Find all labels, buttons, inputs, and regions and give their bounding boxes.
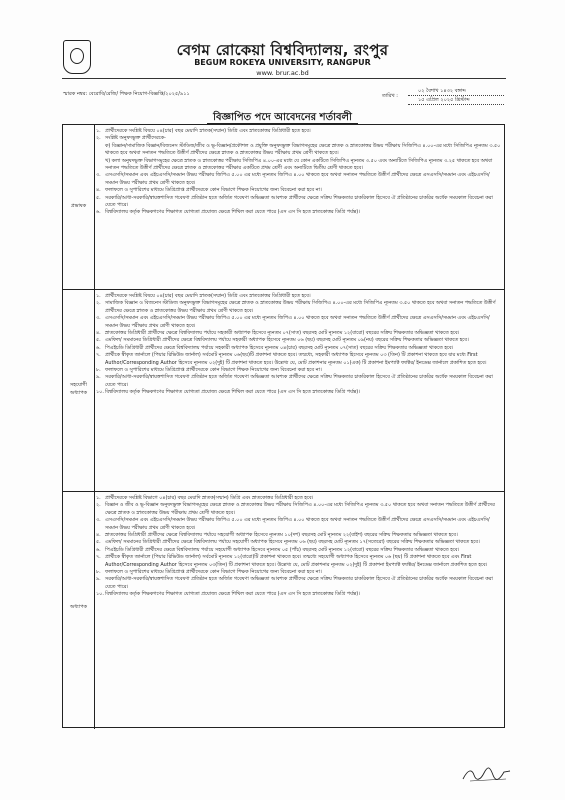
condition-number: ২. [96, 135, 101, 142]
condition-number: ৮. [96, 367, 101, 374]
condition-number: ৭. [96, 352, 101, 359]
condition-text: প্রার্থীকে স্বীকৃত জার্নালে (পিয়ার রিভিউড জার্নাল) সর্বমোট ন্যূনতম ১২(বারো)টি প্রকাশনা থাকতে হবে। তন্মধ্যে সহযোগী অধ্যাপক হিসেবে ন্যূনতম ০৬ (ছয়) টি প্রকাশনা থাকতে হবে এবং First Author/Corresponding Author হিসেবে ন্যূনতম ০৩(তিন) টি প্রকাশনা থাকতে হবে। উল্লেখ্য যে, মোট প্রকাশনার ন্যূনতম ০২(দুই) টি প্রকাশনা ইমপ্যাক্ট ফ্যাক্টর/ ইনডেক্স জার্নালে প্রকাশিত হতে হবে। [105, 554, 488, 568]
condition-text: এসএসসি/সমমান এবং এইচএসসি/সমমান উভয় পরীক্ষায় জিপিএ ৫.০০ এর মধ্যে ন্যূনতম জিপিএ ৪.০০ থাকতে হবে অথবা সনাতন পদ্ধতিতে উত্তীর্ণ প্রার্থীদের ক্ষেত্রে এসএসসি/সমমান এবং এইচএসসি/সমমান উভয় পরীক্ষায় প্রথম শ্রেণী থাকতে হবে। [105, 172, 490, 186]
section-label-text: প্রভাষক [70, 203, 87, 209]
condition-text: ফলাফলে ও সুপারিশের মাধ্যমে ডিগ্রিপ্রাপ্ত প্রার্থীদেরকে কোন বিভাগে শিক্ষক নিয়োগের জন্য বিবেচনা করা হবে না। [105, 367, 322, 374]
condition-text: ফলাফলে ও সুপারিশের মাধ্যমে ডিগ্রিপ্রাপ্ত প্রার্থীদেরকে কোন বিভাগে শিক্ষক নিয়োগের জন্য বিবেচনা করা হবে না। [105, 187, 322, 194]
condition-item [96, 352, 501, 367]
condition-item [96, 195, 501, 210]
conditions-list [96, 293, 501, 397]
condition-item [96, 374, 501, 389]
signature-icon [460, 763, 514, 785]
condition-number: ১. [96, 495, 101, 501]
condition-text: ফলাফলে ও সুপারিশের মাধ্যমে ডিগ্রিপ্রাপ্ত প্রার্থীদেরকে কোন বিভাগে শিক্ষক নিয়োগের জন্য বিবেচনা করা হবে না। [105, 569, 322, 576]
condition-item [96, 389, 501, 396]
condition-number: ৭. [96, 554, 101, 561]
condition-text: ক) বিজ্ঞান/সামাজিক বিজ্ঞান/বিজনেস স্টাডিজ/জীব ও ভূ-বিজ্ঞান/প্রকৌশল ও প্রযুক্তি অনুষদভুক্ত বিভাগসমূহের ক্ষেত্রে স্নাতক ও স্নাতকোত্তর উভয় পরীক্ষায় সিজিপিএ ৪.০০-এর মধ্যে সিজিপিএ ন্যূনতম ৩.৫০ থাকতে হবে অথবা সনাতন পদ্ধতিতে উত্তীর্ণ প্রার্থীদের ক্ষেত্রে স্নাতক ও স্নাতকোত্তর উভয় পরীক্ষায় প্রথম শ্রেণী থাকতে হবে। [105, 142, 501, 157]
condition-text: স্নাতকোত্তর ডিগ্রিধারী প্রার্থীদের ক্ষেত্রে বিশ্ববিদ্যালয় পর্যায়ে সহযোগী অধ্যাপক হিসেবে ন্যূনতম ১০(দশ) বছরসহ মোট ন্যূনতম ২২(বাইশ) বছরের সক্রিয় শিক্ষকতার অভিজ্ঞতা থাকতে হবে। [105, 532, 458, 539]
condition-item [96, 502, 501, 517]
condition-number: ৪. [96, 187, 101, 194]
page-title-text: বিজ্ঞাপিত পদে আবেদনের শর্তাবলী [207, 112, 358, 124]
condition-item [96, 576, 501, 591]
condition-number: ৯. [96, 576, 101, 583]
condition-item [96, 300, 501, 315]
condition-number: ৩. [96, 172, 101, 179]
section-associate-professor [63, 290, 504, 492]
section-label [63, 290, 95, 491]
condition-text: সংশ্লিষ্ট অনুষদভুক্ত প্রার্থীদেরকে- [105, 135, 166, 142]
date-label: তারিখ : [382, 93, 398, 99]
condition-item [96, 172, 501, 187]
condition-text: সরকারি/আধা-সরকারি/স্বায়ত্তশাসিত গবেষণা প্রতিষ্ঠান হতে অর্জিত গবেষণা অভিজ্ঞতা আবশ্যক প্রার্থীদের ক্ষেত্রে সক্রিয় শিক্ষকতার চাকরিকাল হিসেবে ঐ প্রতিষ্ঠানের চাকরির অর্ধেক সময়কাল বিবেচনা করা যেতে পারে। [105, 194, 493, 209]
condition-text: এমফিল/ সমমানের ডিগ্রিধারী প্রার্থীদের ক্ষেত্রে বিশ্ববিদ্যালয় পর্যায়ে সহকারী অধ্যাপক হিসেবে ন্যূনতম ০৬ (ছয়) বছরসহ মোট ন্যূনতম ০৯(নয়) বছরের সক্রিয় শিক্ষকতার অভিজ্ঞতা থাকতে হবে। [105, 337, 469, 344]
condition-number [96, 158, 105, 173]
condition-text: সরকারি/আধা-সরকারি/স্বায়ত্তশাসিত গবেষণা প্রতিষ্ঠান হতে অর্জিত গবেষণা অভিজ্ঞতা আবশ্যক প্রার্থীদের ক্ষেত্রে সক্রিয় শিক্ষকতার চাকরিকাল হিসেবে ঐ প্রতিষ্ঠানের চাকরির অর্ধেক সময়কাল বিবেচনা করা যেতে পারে। [105, 374, 493, 388]
section-label-text: সহযোগী [70, 382, 87, 388]
condition-text: প্রার্থীকে স্বীকৃত জার্নালে (পিয়ার রিভিউড জার্নাল) সর্বমোট ন্যূনতম ০৬(ছয়)টি প্রকাশনা থাকতে হবে। তন্মধ্যে, সহকারী অধ্যাপক হিসেবে ন্যূনতম ০৩ (তিন) টি প্রকাশনা থাকতে হবে যার মধ্যে First Author/Corresponding Author হিসেবে ন্যূনতম ০২(দুই) টি প্রকাশনা থাকতে হবে। উল্লেখ্য যে, মোট প্রকাশনার ন্যূনতম ০১(এক) টি প্রকাশনা ইমপ্যাক্ট ফ্যাক্টর/ ইনডেক্স জার্নালে প্রকাশিত হতে হবে। [105, 352, 487, 366]
condition-item [96, 517, 501, 532]
condition-item [96, 554, 501, 569]
condition-number: ৫. [96, 337, 101, 344]
university-name-bangla: বেগম রোকেয়া বিশ্ববিদ্যালয়, রংপুর [176, 41, 389, 59]
condition-text: প্রার্থীদেরকে সংশ্লিষ্ট বিষয়ে ০৪(চার) বছর মেয়াদি স্নাতক(সম্মান) ডিগ্রি এবং স্নাতকোত্তর ডিগ্রিধারী হতে হবে। [105, 128, 311, 134]
condition-number: ৬. [96, 209, 101, 216]
condition-number: ২. [96, 502, 101, 509]
condition-text: এসএসসি/সমমান এবং এইচএসসি/সমমান উভয় পরীক্ষায় জিপিএ ৫.০০ এর মধ্যে ন্যূনতম জিপিএ ৪.০০ থাকতে হবে অথবা সনাতন পদ্ধতিতে উত্তীর্ণ প্রার্থীদের ক্ষেত্রে এসএসসি/সমমান এবং এইচএসসি/সমমান উভয় পরীক্ষায় প্রথম শ্রেণী থাকতে হবে। [105, 517, 490, 531]
condition-item [96, 539, 501, 546]
condition-number: ৮. [96, 569, 101, 576]
condition-text: প্রার্থীদেরকে সংশ্লিষ্ট বিষয়ে ০৪(চার) বছর মেয়াদি স্নাতক(সম্মান) ডিগ্রি এবং স্নাতকোত্তর ডিগ্রিধারী হতে হবে। [105, 293, 311, 299]
condition-item [96, 135, 501, 142]
condition-number: ১. [96, 293, 101, 299]
condition-item [96, 187, 501, 194]
conditions-list [96, 495, 501, 599]
condition-text: সরকারি/আধা-সরকারি/স্বায়ত্তশাসিত গবেষণা প্রতিষ্ঠান হতে অর্জিত গবেষণা অভিজ্ঞতা আবশ্যক প্রার্থীদের ক্ষেত্রে সক্রিয় শিক্ষকতার চাকরিকাল হিসেবে ঐ প্রতিষ্ঠানের চাকরির অর্ধেক সময়কাল বিবেচনা করা যেতে পারে। [105, 576, 493, 590]
condition-number: ৪. [96, 532, 101, 539]
header-divider [62, 78, 506, 79]
condition-number: ৪. [96, 330, 101, 337]
section-lecturer [63, 125, 504, 290]
section-label [63, 492, 95, 729]
condition-text: প্রার্থীদেরকে সংশ্লিষ্ট বিভাগে ০৪(চার) বছর মেয়াদি স্নাতক(সম্মান) ডিগ্রি এবং স্নাতকোত্তর ডিগ্রিধারী হতে হবে। [105, 495, 314, 501]
date-underline [408, 95, 504, 96]
condition-item [96, 337, 501, 344]
condition-text: সামাজিক বিজ্ঞান ও বিজনেস স্টাডিজ অনুষদভুক্ত বিভাগসমূহের ক্ষেত্রে স্নাতক ও স্নাতকোত্তর উভয় পরীক্ষায় সিজিপিএ ৪.০০-এর মধ্যে সিজিপিএ ন্যূনতম ৩.৫০ থাকতে হবে অথবা সনাতন পদ্ধতিতে উত্তীর্ণ প্রার্থীদের ক্ষেত্রে স্নাতক ও স্নাতকোত্তর উভয় পরীক্ষায় প্রথম শ্রেণী থাকতে হবে। [105, 300, 496, 314]
website-link[interactable]: www. brur.ac.bd [256, 69, 309, 77]
conditions-table [62, 124, 505, 728]
memo-number: স্মারক নম্বর: বেরোবি/রেজি/ শিক্ষক নিয়োগ-বিজ্ঞপ্তি/২০২৫/৯১১ [63, 91, 190, 97]
condition-item [96, 591, 501, 598]
condition-number: ৩. [96, 315, 101, 322]
condition-number: ২. [96, 300, 101, 307]
condition-number: ৬. [96, 344, 101, 351]
condition-text: এসএসসি/সমমান এবং এইচএসসি/সমমান উভয় পরীক্ষায় জিপিএ ৫.০০ এর মধ্যে ন্যূনতম জিপিএ ৪.০০ থাকতে হবে অথবা সনাতন পদ্ধতিতে উত্তীর্ণ প্রার্থীদের ক্ষেত্রে এসএসসি/সমমান এবং এইচএসসি/সমমান উভয় পরীক্ষায় প্রথম শ্রেণী থাকতে হবে। [105, 315, 490, 329]
condition-item [96, 158, 501, 173]
condition-number: ৬. [96, 546, 101, 553]
conditions-list [96, 128, 501, 217]
condition-text: বিশ্ববিদ্যালয় কর্তৃক শিক্ষকগণের শিক্ষাগত যোগ্যতা প্রযোজ্য ক্ষেত্রে শিথিল করা যেতে পারে (এস এস সি হতে স্নাতকোত্তর ডিগ্রি পর্যন্ত)। [105, 591, 360, 598]
date-english: ১৫ এপ্রিল ২০২৫ খ্রিস্টাব্দ [418, 97, 470, 103]
condition-text: পিএইচডি ডিগ্রিধারী প্রার্থীদের ক্ষেত্রে বিশ্ববিদ্যালয় পর্যায়ে সহযোগী অধ্যাপক হিসেবে ন্যূনতম ০৫ (পাঁচ) বছরসহ মোট ন্যূনতম ১২(বারো) বছরের সক্রিয় শিক্ষকতার অভিজ্ঞতা থাকতে হবে। [105, 546, 460, 553]
condition-item [96, 209, 501, 216]
condition-number [96, 143, 105, 158]
condition-number: ১০. [96, 591, 104, 598]
condition-text: স্নাতকোত্তর ডিগ্রিধারী প্রার্থীদের ক্ষেত্রে বিশ্ববিদ্যালয় পর্যায়ে সহকারী অধ্যাপক হিসেবে ন্যূনতম ০৭(সাত) বছরসহ মোট ন্যূনতম ১২(বারো) বছরের সক্রিয় শিক্ষকতার অভিজ্ঞতা থাকতে হবে। [105, 330, 460, 337]
date-underline [408, 104, 504, 105]
condition-text: বিশ্ববিদ্যালয় কর্তৃক শিক্ষকগণের শিক্ষাগত যোগ্যতা প্রযোজ্য ক্ষেত্রে শিথিল করা যেতে পারে (এস এস সি হতে স্নাতকোত্তর ডিগ্রি পর্যন্ত)। [105, 209, 360, 216]
condition-item [96, 143, 501, 158]
condition-text: খ) কলা অনুষদভুক্ত বিভাগসমূহের ক্ষেত্রে স্নাতক ও স্নাতকোত্তর পরীক্ষায় সিজিপিএ ৪.০০-এর মধ্যে যে কোন একটিতে সিজিপিএ ন্যূনতম ৩.৫০ এবং অন্যটিতে সিজিপিএ ন্যূনতম ৩.২৫ থাকতে হবে অথবা সনাতন পদ্ধতিতে উত্তীর্ণ প্রার্থীদের ক্ষেত্রে স্নাতক ও স্নাতকোত্তর পরীক্ষার একটিতে প্রথম শ্রেণী এবং অন্যটিতে দ্বিতীয় শ্রেণী থাকতে হবে। [105, 157, 493, 172]
section-label [63, 125, 95, 289]
condition-number: ৫. [96, 539, 101, 546]
condition-text: বিজ্ঞান ও জীব ও ভূ-বিজ্ঞান অনুষদভুক্ত বিভাগসমূহের ক্ষেত্রে স্নাতক ও স্নাতকোত্তর উভয় পরীক্ষায় সিজিপিএ ৪.০০-এর মধ্যে সিজিপিএ ন্যূনতম ৩.৫০ থাকতে হবে অথবা সনাতন পদ্ধতিতে উত্তীর্ণ প্রার্থীদের ক্ষেত্রে স্নাতক ও স্নাতকোত্তর উভয় পরীক্ষায় প্রথম শ্রেণী থাকতে হবে। [105, 502, 495, 516]
condition-number: ৩. [96, 517, 101, 524]
condition-text: বিশ্ববিদ্যালয় কর্তৃক শিক্ষকগণের শিক্ষাগত যোগ্যতা প্রযোজ্য ক্ষেত্রে শিথিল করা যেতে পারে (এস এস সি হতে স্নাতকোত্তর ডিগ্রি পর্যন্ত)। [105, 389, 360, 396]
condition-number: ১. [96, 128, 101, 134]
condition-text: এমফিল/ সমমানের ডিগ্রিধারী প্রার্থীদের ক্ষেত্রে বিশ্ববিদ্যালয় পর্যায়ে সহযোগী অধ্যাপক হিসেবে ন্যূনতম ০৬ (ছয়) বছরসহ মোট ন্যূনতম ১৭(সতেরো) বছরের সক্রিয় শিক্ষকতার অভিজ্ঞতা থাকতে হবে। [105, 539, 480, 546]
condition-number: ৫. [96, 194, 101, 201]
condition-text: পিএইচডি ডিগ্রিধারী প্রার্থীদের ক্ষেত্রে বিশ্ববিদ্যালয় পর্যায়ে সহকারী অধ্যাপক হিসেবে ন্যূনতম ০৪(চার) বছরসহ মোট ন্যূনতম ০৭(সাত) বছরের সক্রিয় শিক্ষকতার অভিজ্ঞতা থাকতে হবে। [105, 344, 454, 351]
university-name-english: BEGUM ROKEYA UNIVERSITY, RANGPUR [194, 58, 371, 67]
condition-number: ১০. [96, 389, 104, 396]
section-label-text: অধ্যাপক [70, 390, 87, 396]
date-bangla: ০২ বৈশাখ ১৪৩২ বঙ্গাব্দ [418, 88, 466, 94]
section-label-text: অধ্যাপক [70, 604, 87, 610]
condition-number: ৯. [96, 374, 101, 381]
section-professor [63, 492, 504, 729]
condition-item [96, 315, 501, 330]
